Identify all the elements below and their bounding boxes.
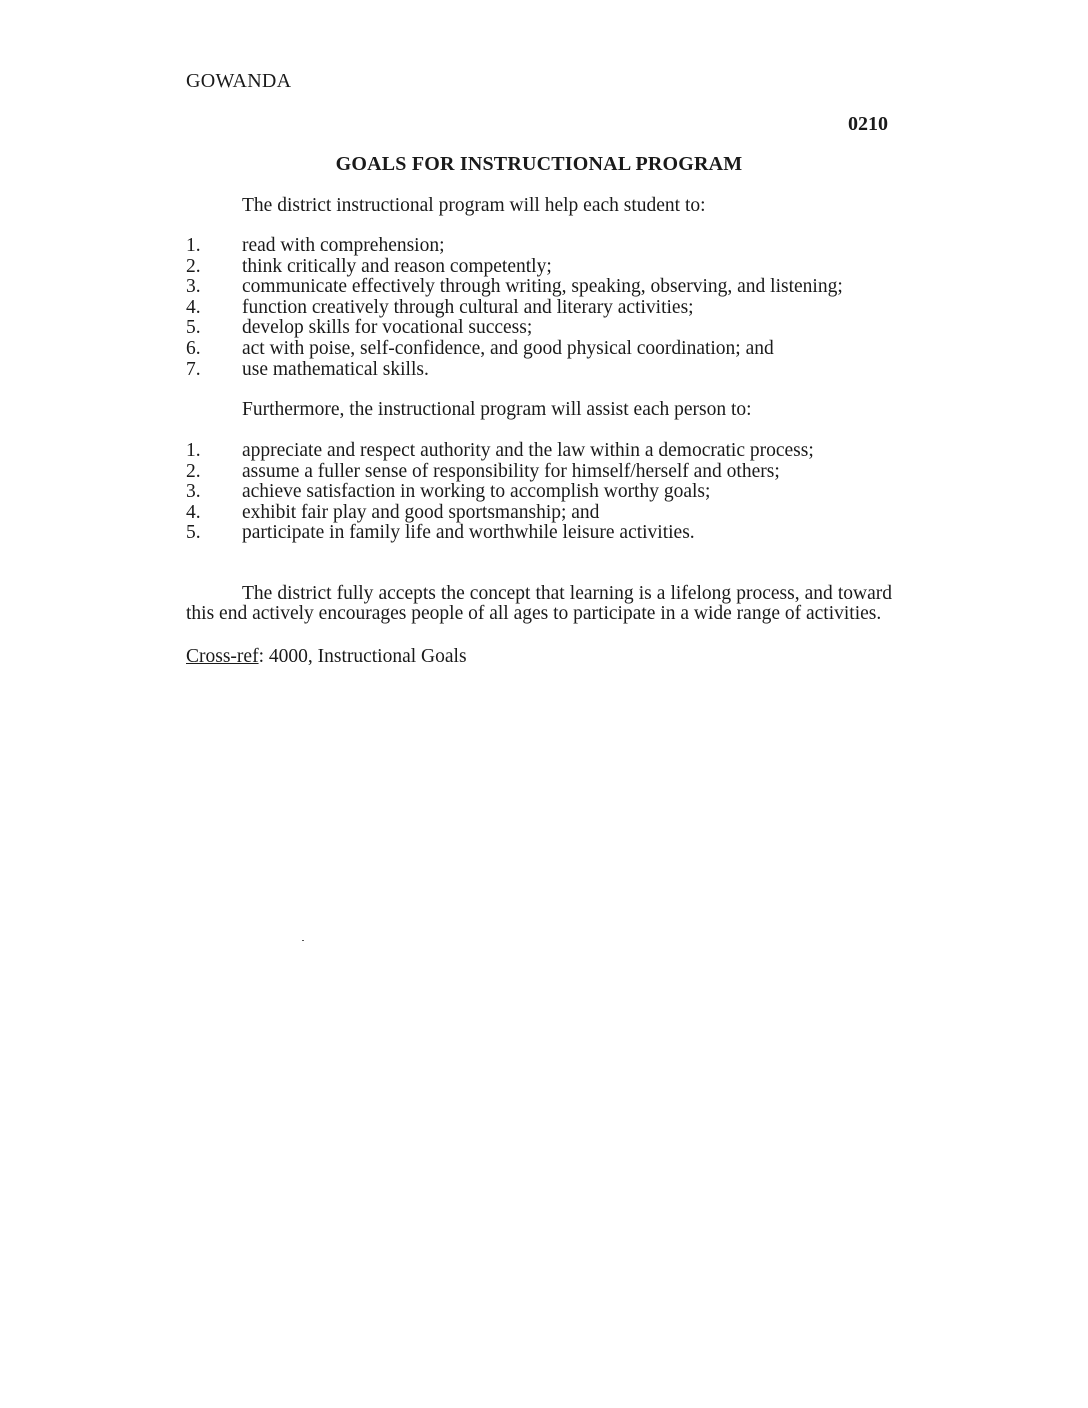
- policy-number: 0210: [848, 113, 888, 135]
- item-number: 3.: [186, 276, 201, 298]
- item-text: exhibit fair play and good sportsmanship; and: [242, 501, 600, 523]
- item-text: communicate effectively through writing, speaking, observing, and listening;: [242, 276, 843, 298]
- item-text: develop skills for vocational success;: [242, 317, 533, 339]
- item-text: read with comprehension;: [242, 235, 445, 256]
- item-number: 5.: [186, 522, 201, 544]
- item-number: 2.: [186, 460, 201, 482]
- item-number: 3.: [186, 481, 201, 503]
- item-text: achieve satisfaction in working to accomplish worthy goals;: [242, 481, 711, 503]
- item-number: 5.: [186, 317, 201, 339]
- cross-ref-text: : 4000, Instructional Goals: [258, 646, 467, 667]
- section2-intro: Furthermore, the instructional program will assist each person to:: [242, 399, 752, 420]
- item-text: participate in family life and worthwhile leisure activities.: [242, 522, 695, 544]
- cross-reference: [186, 646, 467, 667]
- district-name: GOWANDA: [186, 70, 292, 92]
- item-text: function creatively through cultural and literary activities;: [242, 296, 694, 318]
- item-number: 1.: [186, 440, 201, 461]
- item-number: 7.: [186, 358, 201, 380]
- cross-ref-label: Cross-ref: [186, 646, 259, 667]
- page-title: GOALS FOR INSTRUCTIONAL PROGRAM: [335, 153, 743, 175]
- item-number: 4.: [186, 501, 201, 523]
- item-text: appreciate and respect authority and the law within a democratic process;: [242, 440, 814, 461]
- item-number: 1.: [186, 235, 201, 256]
- item-text: act with poise, self-confidence, and good physical coordination; and: [242, 337, 774, 359]
- item-number: 6.: [186, 337, 201, 359]
- section1-intro: The district instructional program will help each student to:: [242, 195, 706, 216]
- item-text: assume a fuller sense of responsibility for himself/herself and others;: [242, 460, 780, 482]
- scan-speck: [302, 940, 304, 941]
- item-text: think critically and reason competently;: [242, 255, 552, 277]
- item-number: 2.: [186, 255, 201, 277]
- item-text: use mathematical skills.: [242, 358, 429, 380]
- item-number: 4.: [186, 296, 201, 318]
- closing-paragraph: The district fully accepts the concept that learning is a lifelong process, and toward this end actively encourages people of all ages to participate in a wide range of activities.: [186, 582, 892, 625]
